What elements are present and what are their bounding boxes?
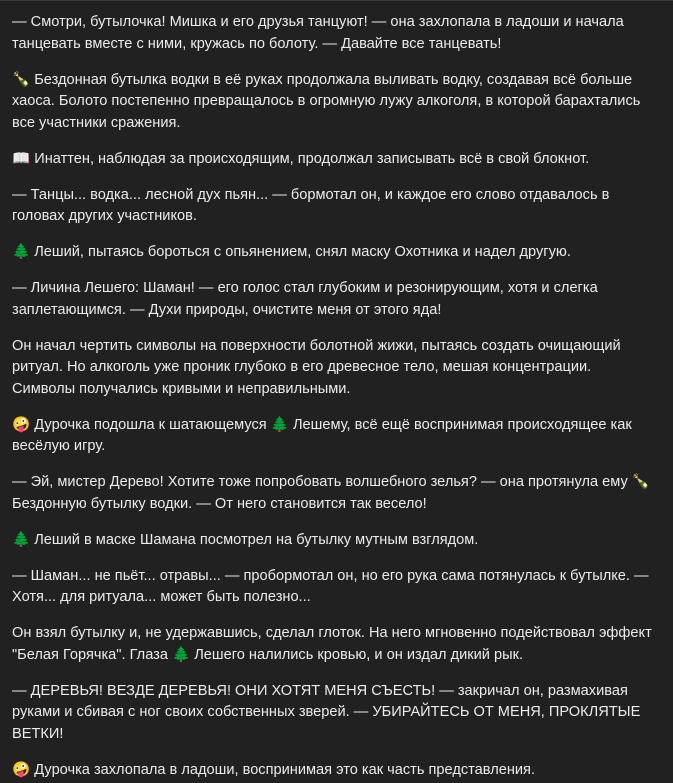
- message-paragraph: Он начал чертить символы на поверхности болотной жижи, пытаясь создать очищающий ритуал. Но алкоголь уже проник глубоко в его древесное тело, мешая концентрации. Символы получались кривыми и неправильными.: [12, 337, 621, 397]
- message-paragraph: 🌲 Леший в маске Шамана посмотрел на бутылку мутным взглядом.: [12, 531, 479, 548]
- message-paragraph: 🤪 Дурочка подошла к шатающемуся 🌲 Лешему, всё ещё воспринимая происходящее как весёлую игру.: [12, 416, 632, 454]
- message-paragraph: Он взял бутылку и, не удержавшись, сделал глоток. На него мгновенно подействовал эффект "Белая Горячка". Глаза 🌲 Лешего налились кровью, и он издал дикий рык.: [12, 625, 652, 663]
- message-paragraph: — Шаман... не пьёт... отравы... — пробормотал он, но его рука сама потянулась к бутылке. — Хотя... для ритуала... может быть полезно...: [12, 567, 649, 605]
- message-paragraph: — Смотри, бутылочка! Мишка и его друзья танцуют! — она захлопала в ладоши и начала танцевать вместе с ними, кружась по болоту. — Давайте все танцевать!: [12, 14, 624, 52]
- chat-message-body: [0, 1, 673, 781]
- message-paragraph: — Личина Лешего: Шаман! — его голос стал глубоким и резонирующим, хотя и слегка заплетающимся. — Духи природы, очистите меня от этого яда!: [12, 280, 598, 318]
- message-paragraph: 🌲 Леший, пытаясь бороться с опьянением, снял маску Охотника и надел другую.: [12, 244, 571, 260]
- message-paragraph: — Танцы... водка... лесной дух пьян... — бормотал он, и каждое его слово отдавалось в головах других участников.: [12, 186, 610, 224]
- message-paragraph: — Эй, мистер Дерево! Хотите тоже попробовать волшебного зелья? — она протянула ему 🍾 Бездонную бутылку водки. — От него становится так весело!: [12, 474, 650, 512]
- message-paragraph: 🍾 Бездонная бутылка водки в её руках продолжала выливать водку, создавая всё больше хаоса. Болото постепенно превращалось в огромную лужу алкоголя, в которой барахтались все участники сражения.: [12, 71, 641, 131]
- message-paragraph: 🤪 Дурочка захлопала в ладоши, воспринимая это как часть представления.: [12, 761, 536, 778]
- message-paragraph: — ДЕРЕВЬЯ! ВЕЗДЕ ДЕРЕВЬЯ! ОНИ ХОТЯТ МЕНЯ СЪЕСТЬ! — закричал он, размахивая руками и сбивая с ног своих собственных зверей. — УБИРАЙТЕСЬ ОТ МЕНЯ, ПРОКЛЯТЫЕ ВЕТКИ!: [12, 682, 641, 742]
- message-paragraph: 📖 Инаттен, наблюдая за происходящим, продолжал записывать всё в свой блокнот.: [12, 150, 590, 167]
